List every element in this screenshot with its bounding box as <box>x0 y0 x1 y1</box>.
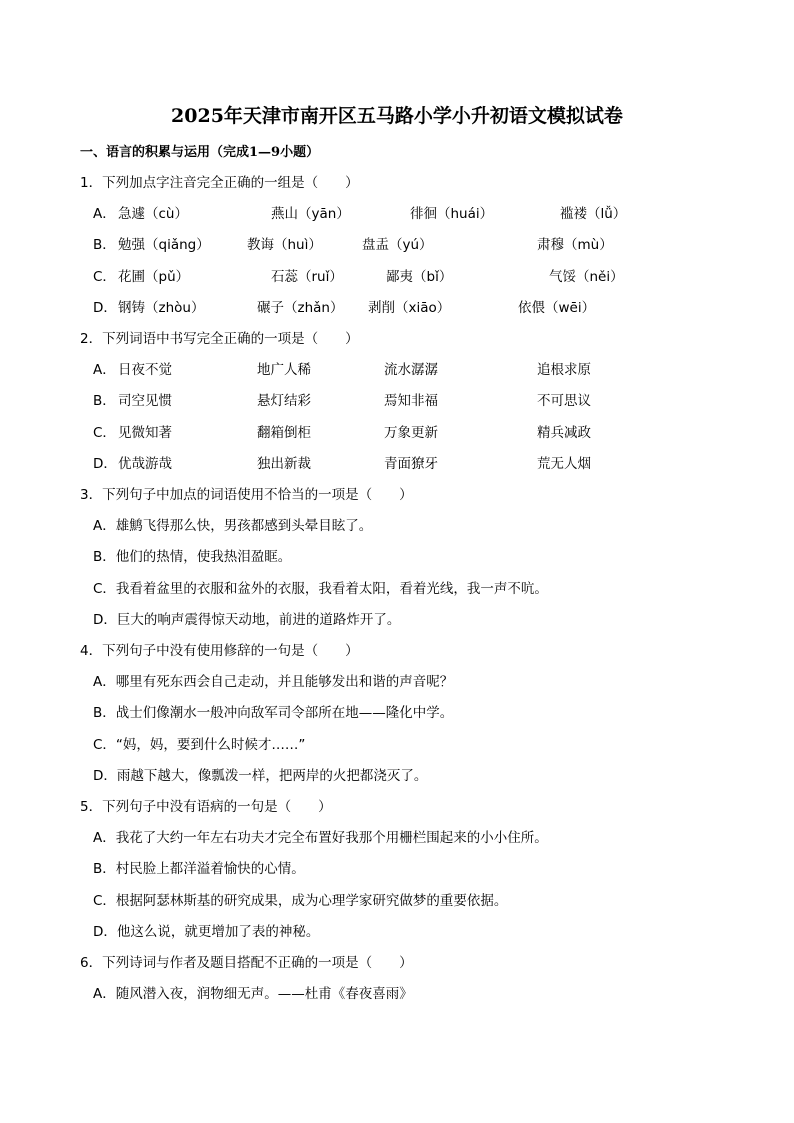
q2-option-a-letter: A． <box>93 362 116 378</box>
q2-option-c-item-4: 精兵减政 <box>537 425 591 441</box>
question-3-stem: 3．下列句子中加点的词语使用不恰当的一项是（ ） <box>80 487 413 503</box>
q1-option-c-item-4: 气馁（něi） <box>549 269 624 285</box>
q2-option-a-item-3: 流水潺潺 <box>384 362 438 378</box>
q2-option-c-item-1: 见微知著 <box>118 425 172 441</box>
q2-option-c-item-3: 万象更新 <box>384 425 438 441</box>
question-2-stem: 2．下列词语中书写完全正确的一项是（ ） <box>80 331 359 347</box>
q1-option-a-item-1: 急遽（cù） <box>118 206 188 222</box>
q5-option-a: A．我花了大约一年左右功夫才完全布置好我那个用栅栏围起来的小小住所。 <box>93 830 548 846</box>
q1-option-c-item-1: 花圃（pǔ） <box>118 269 190 285</box>
q1-option-b-item-4: 肃穆（mù） <box>537 237 613 253</box>
question-1-stem: 1．下列加点字注音完全正确的一组是（ ） <box>80 175 359 191</box>
q1-option-d-item-1: 钢铸（zhòu） <box>118 300 205 316</box>
q3-option-b: B．他们的热情，使我热泪盈眶。 <box>93 549 292 565</box>
q2-option-d-item-3: 青面獠牙 <box>384 456 438 472</box>
q2-option-b-letter: B． <box>93 393 116 409</box>
q2-option-a-item-4: 追根求原 <box>537 362 591 378</box>
q2-option-a-item-2: 地广人稀 <box>257 362 311 378</box>
q1-option-c-letter: C． <box>93 269 116 285</box>
q2-option-d-item-2: 独出新裁 <box>257 456 311 472</box>
question-5-stem: 5．下列句子中没有语病的一句是（ ） <box>80 799 332 815</box>
q1-option-c-item-2: 石蕊（ruǐ） <box>271 269 343 285</box>
q2-option-a-item-1: 日夜不觉 <box>118 362 172 378</box>
q2-option-c-item-2: 翻箱倒柜 <box>257 425 311 441</box>
q2-option-b-item-2: 悬灯结彩 <box>257 393 311 409</box>
q1-option-b-item-2: 教诲（huì） <box>247 237 322 253</box>
q1-option-a-item-3: 徘徊（huái） <box>410 206 494 222</box>
q4-option-c: C．“妈，妈，要到什么时候才……” <box>93 737 306 753</box>
q1-option-d-letter: D． <box>93 300 117 316</box>
q1-option-b-item-1: 勉强（qiǎng） <box>118 237 210 253</box>
q1-option-a-item-4: 褴褛（lǚ） <box>560 206 627 222</box>
q1-option-a-letter: A． <box>93 206 116 222</box>
q3-option-a: A．雄鹪飞得那么快，男孩都感到头晕目眩了。 <box>93 518 373 534</box>
q1-option-b-letter: B． <box>93 237 116 253</box>
q2-option-b-item-1: 司空见惯 <box>118 393 172 409</box>
q3-option-c: C．我看着盆里的衣服和盆外的衣服，我看着太阳，看着光线，我一声不吭。 <box>93 581 548 597</box>
q2-option-b-item-3: 焉知非福 <box>384 393 438 409</box>
q5-option-b: B．村民脸上都洋溢着愉快的心情。 <box>93 861 305 877</box>
q2-option-d-item-4: 荒无人烟 <box>537 456 591 472</box>
q4-option-b: B．战士们像潮水一般冲向敌军司令部所在地——隆化中学。 <box>93 705 454 721</box>
q1-option-d-item-4: 依偎（wēi） <box>518 300 596 316</box>
q5-option-c: C．根据阿瑟林斯基的研究成果，成为心理学家研究做梦的重要依据。 <box>93 893 508 909</box>
section-heading: 一、语言的积累与运用（完成1—9小题） <box>80 145 320 160</box>
q4-option-a: A．哪里有死东西会自己走动，并且能够发出和谐的声音呢？ <box>93 674 454 690</box>
q5-option-d: D．他这么说，就更增加了表的神秘。 <box>93 924 320 940</box>
q1-option-d-item-2: 碾子（zhǎn） <box>257 300 344 316</box>
q1-option-b-item-3: 盘盂（yú） <box>362 237 433 253</box>
q1-option-a-item-2: 燕山（yān） <box>271 206 350 222</box>
q2-option-b-item-4: 不可思议 <box>537 393 591 409</box>
question-6-stem: 6．下列诗词与作者及题目搭配不正确的一项是（ ） <box>80 955 413 971</box>
q6-option-a: A．随风潜入夜，润物细无声。——杜甫《春夜喜雨》 <box>93 986 413 1002</box>
q2-option-d-letter: D． <box>93 456 117 472</box>
q3-option-d: D．巨大的响声震得惊天动地，前进的道路炸开了。 <box>93 612 401 628</box>
q2-option-c-letter: C． <box>93 425 116 441</box>
q2-option-d-item-1: 优哉游哉 <box>118 456 172 472</box>
page-title: 2025年天津市南开区五马路小学小升初语文模拟试卷 <box>171 105 623 127</box>
question-4-stem: 4．下列句子中没有使用修辞的一句是（ ） <box>80 643 359 659</box>
q1-option-d-item-3: 剥削（xiāo） <box>368 300 451 316</box>
q4-option-d: D．雨越下越大，像瓢泼一样，把两岸的火把都浇灭了。 <box>93 768 428 784</box>
q1-option-c-item-3: 鄙夷（bǐ） <box>386 269 453 285</box>
